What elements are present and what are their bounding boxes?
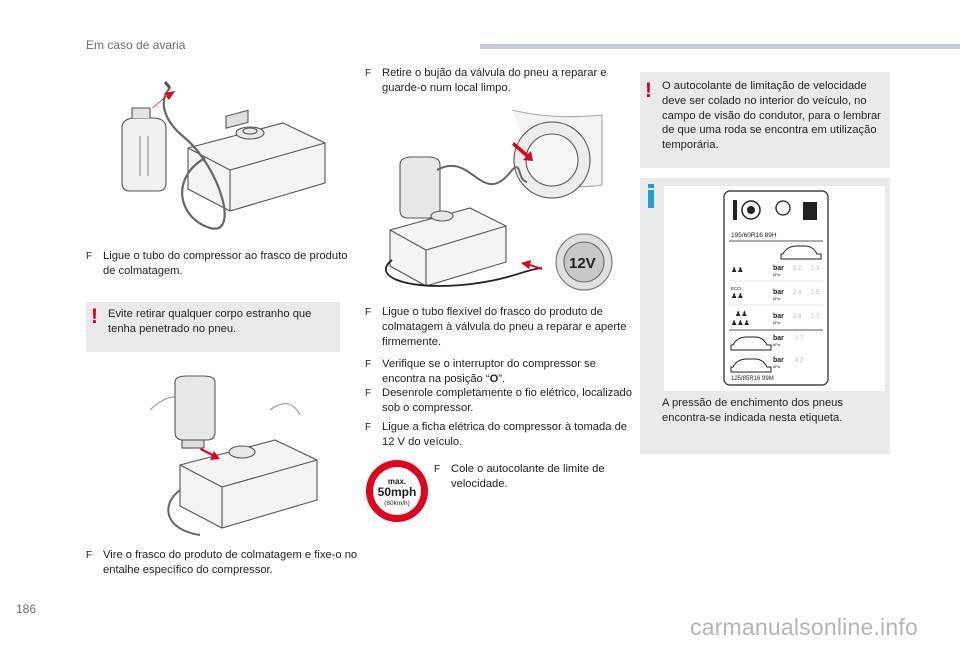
row1-front: 2.2 [793,266,802,272]
step-text: Ligue a ficha elétrica do compressor à tomada de 12 V do veículo. [382,421,628,448]
speed-sign-mph: 50mph [377,485,417,499]
row1-unit: bar [773,265,784,272]
header-bar [480,44,960,49]
warning-box-speed-sticker [640,72,890,168]
bullet-marker: F [365,359,372,370]
bullet-marker: F [86,550,93,561]
row1-rear: 2.3 [811,266,820,272]
row3-rear: 2.7 [811,314,820,320]
section-title: Em caso de avaria [86,38,186,52]
row3-unit-sub: kPa [773,320,780,325]
info-icon-dot [648,184,654,188]
row5-value: 4.2 [795,358,804,364]
bullet-marker: F [434,464,441,475]
tire-label-frame [664,186,885,391]
step-remove-valve-cap [365,66,632,96]
watermark: carmanualsonline.info [690,614,918,640]
page-number: 186 [16,602,37,616]
speed-sign-max: max. [387,477,407,486]
bullet-marker: F [86,251,93,262]
label-tire-size-top: 195/60R16 89H [731,232,777,239]
step-text: Vire o frasco do produto de colmatagem e fixe-o no entalhe específico do compressor. [103,549,358,576]
row3-occupant-icon-2: ♟♟♟ [731,320,750,327]
row4-unit-sub: kPa [773,342,780,347]
info-icon [648,190,654,208]
tire-pressure-label [723,190,829,386]
step-connect-hose [365,305,632,349]
step-text: Ligue o tubo flexível do frasco do produto de colmatagem à válvula do pneu a reparar e aperte firmemente. [382,306,627,348]
row2-unit-sub: kPa [773,296,780,301]
row2-eco: ECO [731,286,741,291]
row1-occupant-icon: ♟♟ [731,267,744,274]
step-unroll-cable [365,386,632,416]
step-text: Retire o bujão da válvula do pneu a reparar e guarde-o num local limpo. [382,67,607,94]
row2-front: 2.4 [793,290,802,296]
step-text: Ligue o tubo do compressor ao frasco de produto de colmatagem. [103,250,348,277]
row1-unit-sub: kPa [773,272,780,277]
info-caption: A pressão de enchimento dos pneus encontra-se indicada nesta etiqueta. [662,397,843,424]
row5-unit: bar [773,357,784,364]
warning-box-foreign-body [86,302,340,352]
bullet-marker: F [365,307,372,318]
step-text: Cole o autocolante de limite de velocidade. [451,463,605,490]
exclamation-icon: ! [645,79,652,102]
step-plug-in [365,420,632,450]
row3-unit: bar [773,313,784,320]
compressor-tire-connection-illustration [362,110,614,305]
exclamation-icon: ! [91,305,98,328]
step-text-before: Verifique se o interruptor do compressor se encontra na posição “ [382,358,596,385]
step-connect-bottle [86,249,353,279]
step-mount-bottle [86,548,363,578]
row4-value: 2.7 [795,336,804,342]
label-tire-size-bottom: 125/85R16 99M [731,376,774,382]
speed-limit-sign [364,458,430,524]
row2-occupant-icon: ♟♟ [731,293,744,300]
row2-unit: bar [773,289,784,296]
bullet-marker: F [365,388,372,399]
step-check-switch [365,357,632,387]
row5-unit-sub: kPa [773,364,780,369]
row4-unit: bar [773,335,784,342]
info-box-tire-pressure [640,178,890,454]
compressor-bottle-illustration [100,78,330,238]
warning-text: Evite retirar qualquer corpo estranho que tenha penetrado no pneu. [108,308,312,335]
row3-occupant-icon: ♟♟ [735,311,748,318]
row2-rear: 2.5 [811,290,820,296]
step-text: Desenrole completamente o fio elétrico, localizado sob o compressor. [382,387,632,414]
bullet-marker: F [365,68,372,79]
socket-12v-label: 12V [569,255,596,272]
row3-front: 2.6 [793,314,802,320]
step-speed-sticker [434,462,626,492]
warning-text: O autocolante de limitação de velocidade deve ser colado no interior do veículo, no campo de visão do condutor, para o lembrar de que uma roda se encontra em utilização temporária. [662,80,881,152]
speed-sign-kmh: (80km/h) [384,500,410,507]
bottle-mounted-illustration [140,370,340,540]
bullet-marker: F [365,422,372,433]
step-text-after: ”. [498,372,506,385]
switch-position: O [489,372,499,385]
